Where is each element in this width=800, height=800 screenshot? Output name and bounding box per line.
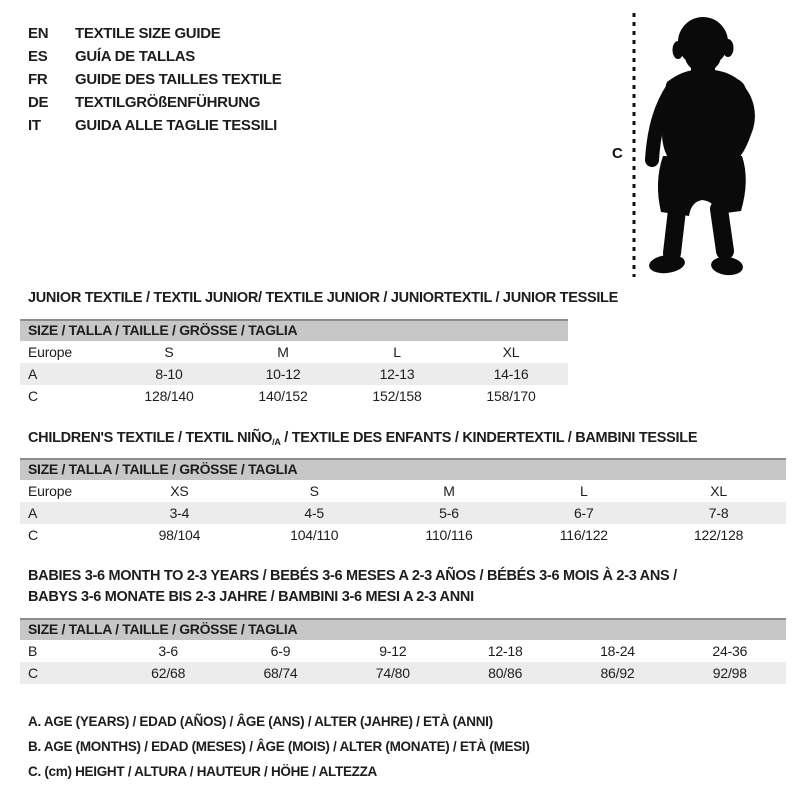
size-cell: L <box>393 344 401 360</box>
language-row <box>28 114 281 137</box>
footnote-c: C. (cm) HEIGHT / ALTURA / HAUTEUR / HÖHE / ALTEZZA <box>28 764 377 779</box>
size-cell: 104/110 <box>290 527 339 543</box>
language-row <box>28 45 281 68</box>
junior-section-title: JUNIOR TEXTILE / TEXTIL JUNIOR/ TEXTILE JUNIOR / JUNIORTEXTIL / JUNIOR TESSILE <box>28 290 618 306</box>
junior-size-table <box>20 319 568 407</box>
size-cell: 12-18 <box>487 643 523 659</box>
language-code: EN <box>28 25 49 42</box>
size-cell: L <box>579 483 588 499</box>
size-cell: 24-36 <box>712 643 748 659</box>
row-label: A <box>28 366 38 382</box>
size-cell: 5-6 <box>439 505 459 521</box>
children-section-title <box>28 430 697 447</box>
size-cell: 10-12 <box>265 366 301 382</box>
size-cell: 128/140 <box>144 388 194 404</box>
size-cell: XL <box>502 344 520 360</box>
size-cell: XL <box>710 483 727 499</box>
language-list <box>28 22 281 137</box>
table-row-c <box>20 385 568 407</box>
size-cell: 62/68 <box>151 665 186 681</box>
footnote-b: B. AGE (MONTHS) / EDAD (MESES) / ÂGE (MOIS) / ALTER (MONATE) / ETÀ (MESI) <box>28 739 530 754</box>
size-cell: 4-5 <box>304 505 325 521</box>
size-cell: 86/92 <box>600 665 635 681</box>
size-cell: 68/74 <box>263 665 298 681</box>
footnote-a: A. AGE (YEARS) / EDAD (AÑOS) / ÂGE (ANS) / ALTER (JAHRE) / ETÀ (ANNI) <box>28 714 493 729</box>
size-cell: M <box>443 483 455 499</box>
size-cell: 140/152 <box>258 388 308 404</box>
size-cell: 6-9 <box>270 643 291 659</box>
language-title: TEXTILGRÖßENFÜHRUNG <box>75 94 261 111</box>
babies-title-line1: BABIES 3-6 MONTH TO 2-3 YEARS / BEBÉS 3-6 MESES A 2-3 AÑOS / BÉBÉS 3-6 MOIS À 2-3 ANS / <box>28 568 677 584</box>
size-header-band: SIZE / TALLA / TAILLE / GRÖSSE / TAGLIA <box>20 618 786 640</box>
table-row-a <box>20 502 786 524</box>
language-code: DE <box>28 94 49 111</box>
children-title-prefix: CHILDREN'S TEXTILE / TEXTIL NIÑO <box>28 430 273 446</box>
language-title: TEXTILE SIZE GUIDE <box>75 25 221 42</box>
size-cell: 98/104 <box>158 527 201 543</box>
size-cell: 6-7 <box>573 505 594 521</box>
language-row <box>28 91 281 114</box>
size-cell: 18-24 <box>600 643 635 659</box>
size-cell: 74/80 <box>375 665 410 681</box>
size-cell: S <box>164 344 174 360</box>
size-cell: 80/86 <box>488 665 523 681</box>
language-code: IT <box>28 117 41 134</box>
toddler-silhouette-icon <box>648 17 748 277</box>
table-row-a <box>20 363 568 385</box>
row-label: B <box>28 643 38 659</box>
row-label: C <box>28 527 38 543</box>
babies-section-title <box>28 566 677 608</box>
size-cell: 110/116 <box>425 527 473 543</box>
table-row-c <box>20 662 786 684</box>
size-cell: 3-4 <box>169 505 190 521</box>
size-cell: XS <box>170 483 189 499</box>
size-cell: 8-10 <box>155 366 183 382</box>
size-cell: 152/158 <box>372 388 422 404</box>
table-row-europe <box>20 480 786 502</box>
babies-size-table <box>20 618 786 684</box>
row-label: C <box>28 665 38 681</box>
size-cell: 14-16 <box>493 366 529 382</box>
children-size-table <box>20 458 786 546</box>
size-cell: 7-8 <box>708 505 729 521</box>
size-cell: 9-12 <box>379 643 407 659</box>
language-row <box>28 22 281 45</box>
children-title-subscript: /A <box>272 437 281 447</box>
size-cell: 3-6 <box>158 643 178 659</box>
table-row-b <box>20 640 786 662</box>
children-title-suffix: / TEXTILE DES ENFANTS / KINDERTEXTIL / BAMBINI TESSILE <box>280 430 698 446</box>
language-row <box>28 68 281 91</box>
size-figure <box>600 5 790 295</box>
size-cell: 92/98 <box>712 665 747 681</box>
row-label: Europe <box>28 483 72 499</box>
babies-title-line2: BABYS 3-6 MONATE BIS 2-3 JAHRE / BAMBINI 3-6 MESI A 2-3 ANNI <box>28 589 474 605</box>
size-cell: 122/128 <box>693 527 744 543</box>
language-code: FR <box>28 71 48 88</box>
language-title: GUÍA DE TALLAS <box>75 48 195 65</box>
size-cell: 158/170 <box>486 388 536 404</box>
row-label: C <box>28 388 38 404</box>
size-cell: 12-13 <box>379 366 415 382</box>
language-title: GUIDA ALLE TAGLIE TESSILI <box>75 117 277 134</box>
footnotes <box>28 709 530 784</box>
language-code: ES <box>28 48 48 65</box>
figure-height-label: C <box>612 145 623 162</box>
table-row-europe <box>20 341 568 363</box>
row-label: A <box>28 505 38 521</box>
language-title: GUIDE DES TAILLES TEXTILE <box>75 71 282 88</box>
size-header-band: SIZE / TALLA / TAILLE / GRÖSSE / TAGLIA <box>20 458 786 480</box>
row-label: Europe <box>28 344 72 360</box>
size-cell: 116/122 <box>559 527 608 543</box>
size-cell: S <box>309 483 319 499</box>
table-row-c <box>20 524 786 546</box>
size-cell: M <box>277 344 289 360</box>
size-header-band: SIZE / TALLA / TAILLE / GRÖSSE / TAGLIA <box>20 319 568 341</box>
